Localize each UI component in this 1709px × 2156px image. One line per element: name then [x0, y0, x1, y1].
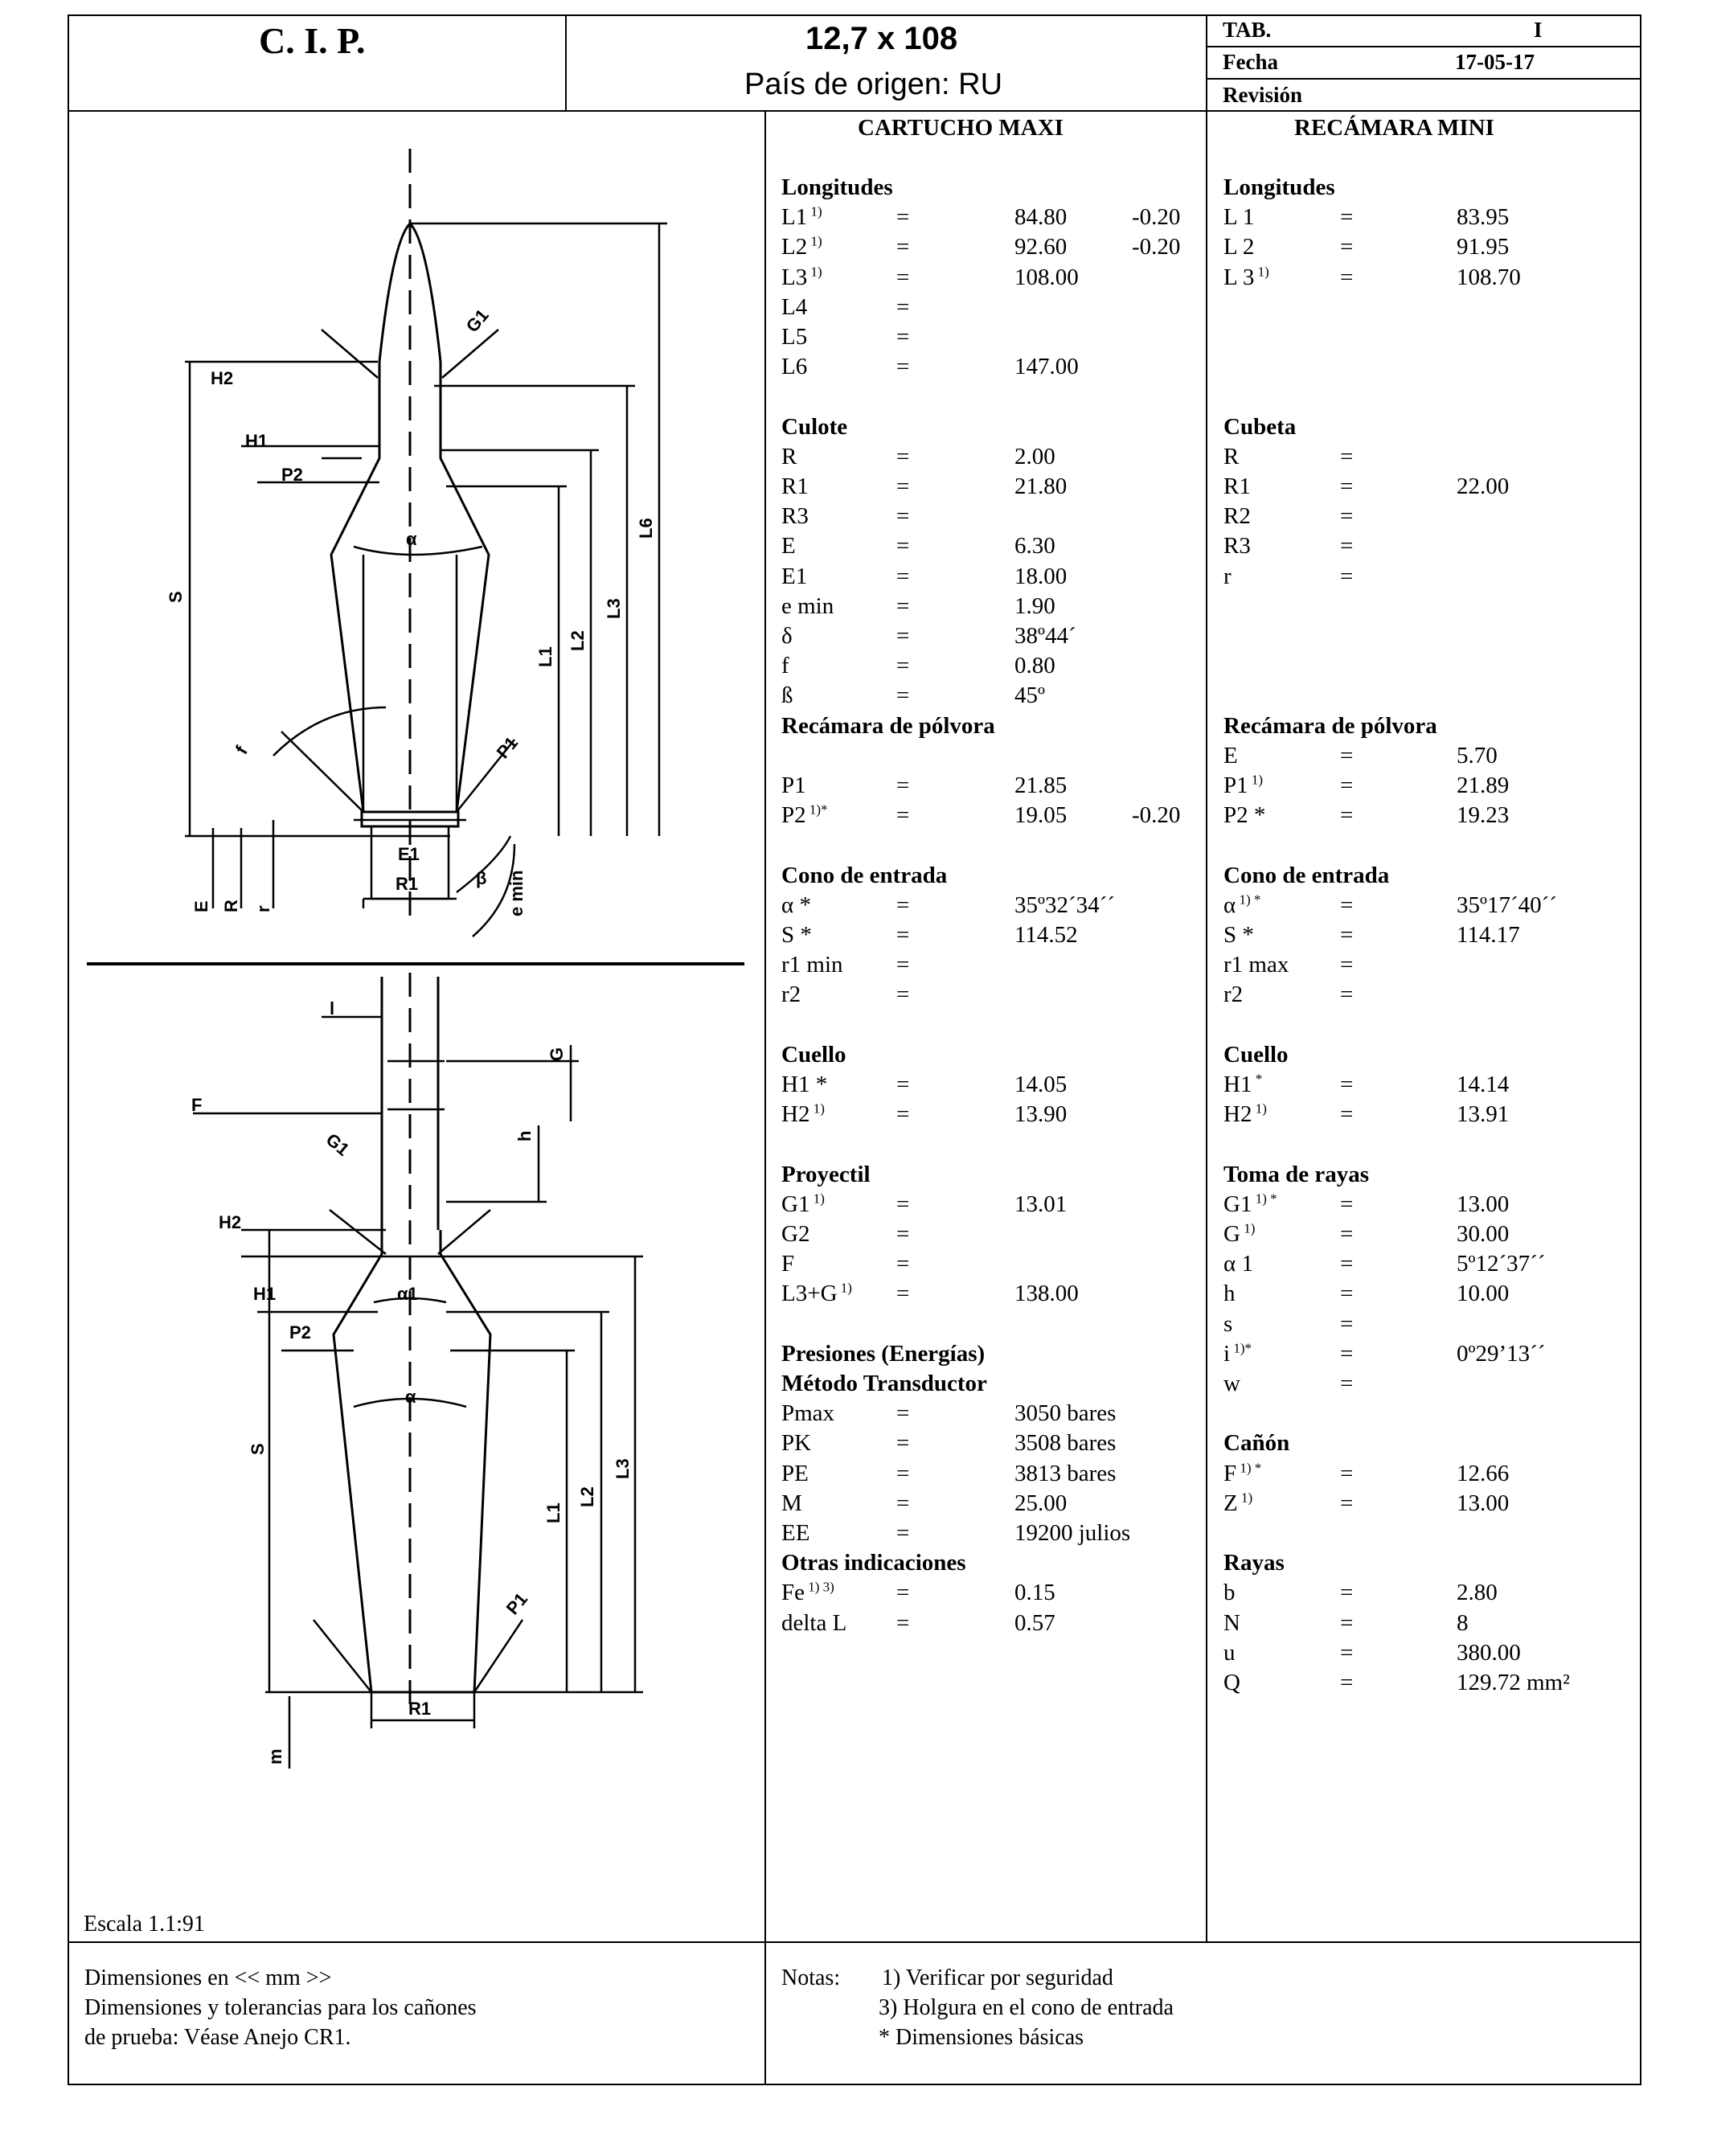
row-value: 13.01 [1014, 1191, 1068, 1217]
row-tolerance: -0.20 [1132, 802, 1181, 829]
cartucho-section-title: Cuello [781, 1041, 846, 1068]
row-value: 6.30 [1014, 533, 1055, 559]
label-alpha1-lower: α1 [397, 1284, 418, 1304]
row-equals: = [1340, 1101, 1354, 1128]
row-equals: = [896, 1490, 910, 1516]
row-label: f [781, 653, 789, 679]
row-value: 5º12´37´´ [1457, 1251, 1546, 1277]
row-equals: = [1340, 952, 1354, 978]
recamara-section-title: Toma de rayas [1223, 1161, 1369, 1187]
row-label: P1 $^{1)}$ [1223, 772, 1264, 798]
row-value: 147.00 [1014, 354, 1079, 380]
row-label: M [781, 1490, 802, 1516]
row-value: 83.95 [1457, 204, 1510, 231]
label-L2-lower: L2 [577, 1486, 597, 1507]
row-equals: = [896, 1072, 910, 1097]
row-equals: = [896, 1520, 910, 1546]
row-equals: = [896, 623, 910, 649]
org-title: C. I. P. [259, 20, 366, 61]
row-equals: = [896, 234, 910, 260]
row-value: 3050 bares [1014, 1400, 1117, 1427]
notes-label: Notas: [781, 1965, 841, 1990]
revision-label: Revisión [1223, 83, 1303, 107]
note-1: 1) Verificar por seguridad [882, 1965, 1113, 1990]
row-value: 14.14 [1457, 1072, 1510, 1097]
row-value: 10.00 [1457, 1281, 1510, 1307]
row-value: 0.15 [1014, 1580, 1055, 1606]
note-2: 3) Holgura en el cono de entrada [879, 1995, 1174, 2020]
row-equals: = [896, 1460, 910, 1486]
row-value: 19200 julios [1014, 1520, 1131, 1546]
row-label: delta L [781, 1609, 847, 1636]
label-P1-upper: P1 [492, 732, 523, 763]
row-equals: = [896, 1400, 910, 1427]
row-label: w [1223, 1371, 1240, 1396]
row-label: L6 [781, 354, 808, 380]
row-label: r2 [1223, 982, 1244, 1008]
cartucho-section-title: Longitudes [781, 174, 893, 200]
label-L1-upper: L1 [535, 646, 555, 667]
row-equals: = [1340, 1251, 1354, 1277]
recamara-section-title: Longitudes [1223, 174, 1335, 200]
outer-border-top [68, 14, 1641, 16]
row-label: L 2 [1223, 234, 1255, 260]
label-G1-lower: G1 [322, 1129, 354, 1160]
row-equals: = [896, 443, 910, 469]
tab-value: I [1534, 18, 1543, 42]
row-value: 3813 bares [1014, 1460, 1117, 1486]
row-value: 14.05 [1014, 1072, 1068, 1097]
label-r-upper: r [253, 905, 273, 912]
label-L3-upper: L3 [604, 598, 624, 619]
country-of-origin: País de origen: RU [744, 68, 1003, 101]
note-3: * Dimensiones básicas [879, 2025, 1084, 2050]
cartucho-section-title: Cono de entrada [781, 862, 948, 888]
row-equals: = [1340, 1670, 1354, 1695]
row-equals: = [896, 1580, 910, 1606]
row-value: 380.00 [1457, 1639, 1521, 1666]
row-label: h [1223, 1281, 1236, 1307]
row-label: L4 [781, 293, 808, 320]
row-value: 0º29’13´´ [1457, 1340, 1546, 1367]
scale-label: Escala 1.1:91 [84, 1912, 205, 1937]
row-equals: = [1340, 1340, 1354, 1367]
row-value: 21.89 [1457, 773, 1510, 798]
recamara-section-title: Cubeta [1223, 413, 1297, 440]
label-f-upper: f [231, 742, 252, 758]
row-equals: = [1340, 773, 1354, 798]
row-label: L 1 [1223, 204, 1255, 231]
row-label: u [1223, 1639, 1236, 1666]
row-label: R [781, 443, 797, 469]
row-equals: = [896, 1101, 910, 1128]
label-R-upper: R [221, 900, 241, 912]
row-value: 25.00 [1014, 1490, 1068, 1516]
label-S-lower: S [248, 1443, 268, 1455]
row-value: 138.00 [1014, 1281, 1079, 1307]
row-value: 5.70 [1457, 742, 1498, 769]
row-label: P2 * [1223, 802, 1266, 829]
row-equals: = [896, 682, 910, 709]
outer-border-left [68, 14, 69, 2085]
row-label: L5 [781, 324, 808, 350]
row-label: α $^{1) *}$ [1223, 892, 1261, 918]
label-beta-upper: β [476, 868, 487, 888]
row-equals: = [1340, 264, 1354, 290]
row-label: L3+G $^{1)}$ [781, 1280, 852, 1307]
row-value: 114.52 [1014, 922, 1078, 948]
label-L6-upper: L6 [636, 518, 656, 539]
cartucho-section-title: Presiones (Energías) [781, 1340, 986, 1367]
label-L2-upper: L2 [568, 630, 588, 651]
row-label: PE [781, 1460, 809, 1486]
row-equals: = [1340, 563, 1354, 589]
column-sep-left [764, 110, 766, 2085]
row-equals: = [1340, 1371, 1354, 1396]
row-equals: = [896, 473, 910, 499]
row-label: S * [1223, 922, 1254, 948]
row-equals: = [896, 204, 910, 231]
cartucho-section-subtitle: Método Transductor [781, 1371, 987, 1396]
row-equals: = [896, 1281, 910, 1307]
row-label: R [1223, 443, 1240, 469]
row-equals: = [1340, 1281, 1354, 1307]
row-equals: = [896, 1609, 910, 1636]
row-value: 35º32´34´´ [1014, 892, 1115, 918]
row-label: H1 * [781, 1072, 828, 1097]
recamara-section-title: Cuello [1223, 1041, 1289, 1068]
row-label: ß [781, 682, 793, 709]
row-label: G1 $^{1)}$ [781, 1191, 825, 1217]
row-label: R1 [781, 473, 809, 499]
label-F-lower: F [191, 1095, 203, 1115]
label-H2-lower: H2 [219, 1212, 242, 1232]
row-value: 45º [1014, 682, 1045, 709]
row-equals: = [1340, 1460, 1354, 1486]
label-H1-upper: H1 [245, 431, 268, 451]
row-label: G $^{1)}$ [1223, 1220, 1256, 1247]
row-label: L 3 $^{1)}$ [1223, 263, 1269, 290]
recamara-section-title: Recámara de pólvora [1223, 712, 1437, 739]
row-equals: = [1340, 533, 1354, 559]
row-label: E1 [781, 563, 808, 589]
row-equals: = [896, 952, 910, 978]
label-E-upper: E [191, 900, 211, 912]
row-equals: = [896, 982, 910, 1008]
row-equals: = [1340, 443, 1354, 469]
row-label: α 1 [1223, 1251, 1253, 1277]
row-equals: = [1340, 982, 1354, 1008]
row-label: b [1223, 1580, 1236, 1606]
row-value: 2.00 [1014, 443, 1055, 469]
row-label: s [1223, 1310, 1233, 1337]
row-value: 108.00 [1014, 264, 1079, 290]
row-equals: = [896, 293, 910, 320]
label-R1-lower: R1 [408, 1699, 432, 1719]
row-equals: = [1340, 892, 1354, 918]
outer-border-right [1640, 14, 1641, 2085]
label-E1-upper: E1 [398, 844, 420, 864]
row-value: 13.00 [1457, 1191, 1510, 1217]
row-value: 8 [1457, 1609, 1469, 1636]
row-value: 3508 bares [1014, 1430, 1117, 1457]
row-equals: = [1340, 1221, 1354, 1247]
row-value: 1.90 [1014, 592, 1055, 619]
row-label: R2 [1223, 503, 1251, 530]
row-value: 21.80 [1014, 473, 1068, 499]
label-alpha-upper: α [406, 529, 417, 549]
label-P1-lower: P1 [502, 1588, 532, 1619]
row-equals: = [896, 1430, 910, 1457]
row-label: r [1223, 563, 1232, 589]
header-divider [68, 110, 1641, 112]
row-value: 0.80 [1014, 653, 1055, 679]
row-value: 35º17´40´´ [1457, 892, 1557, 918]
row-equals: = [896, 592, 910, 619]
row-value: 12.66 [1457, 1460, 1510, 1486]
row-equals: = [896, 324, 910, 350]
row-value: 18.00 [1014, 563, 1068, 589]
row-value: 2.80 [1457, 1580, 1498, 1606]
label-h-lower: h [514, 1130, 535, 1142]
label-G-lower: G [547, 1047, 567, 1061]
row-equals: = [1340, 1639, 1354, 1666]
row-equals: = [896, 533, 910, 559]
row-label: Pmax [781, 1400, 835, 1427]
row-value: 21.85 [1014, 773, 1068, 798]
label-emin-upper: e min [506, 870, 527, 916]
footer-left-line-3: de prueba: Véase Anejo CR1. [84, 2025, 351, 2050]
row-equals: = [1340, 1580, 1354, 1606]
row-equals: = [1340, 1191, 1354, 1217]
row-label: δ [781, 623, 793, 649]
recamara-section-title: Rayas [1223, 1550, 1285, 1576]
label-S-upper: S [166, 591, 186, 603]
row-equals: = [1340, 802, 1354, 829]
label-l-lower: l [330, 998, 335, 1019]
row-label: H2 $^{1)}$ [781, 1101, 825, 1128]
footer-left-line-2: Dimensiones y tolerancias para los cañones [84, 1995, 477, 2020]
row-label: r2 [781, 982, 801, 1008]
label-L3-lower: L3 [613, 1458, 633, 1479]
row-label: R1 [1223, 473, 1251, 499]
row-label: P2 $^{1)*}$ [781, 801, 828, 829]
label-P2-lower: P2 [289, 1322, 311, 1342]
label-P2-upper: P2 [281, 465, 303, 485]
row-value: 19.05 [1014, 802, 1068, 829]
header-sep-2 [1206, 14, 1207, 111]
row-label: H2 $^{1)}$ [1223, 1101, 1267, 1128]
row-label: L1 $^{1)}$ [781, 203, 822, 231]
row-equals: = [896, 1191, 910, 1217]
cartucho-section-title: Culote [781, 413, 848, 440]
row-equals: = [896, 264, 910, 290]
row-label: Q [1223, 1670, 1240, 1695]
row-label: Z $^{1)}$ [1223, 1490, 1253, 1516]
row-equals: = [896, 922, 910, 948]
row-tolerance: -0.20 [1132, 204, 1181, 231]
row-value: 30.00 [1457, 1221, 1510, 1247]
cartucho-section-title: Recámara de pólvora [781, 712, 995, 739]
row-label: L2 $^{1)}$ [781, 233, 822, 260]
row-label: L3 $^{1)}$ [781, 263, 822, 290]
row-equals: = [1340, 1310, 1354, 1337]
row-equals: = [1340, 1609, 1354, 1636]
row-label: F $^{1) *}$ [1223, 1459, 1262, 1486]
row-label: e min [781, 592, 834, 619]
row-value: 84.80 [1014, 204, 1068, 231]
row-value: 22.00 [1457, 473, 1510, 499]
row-equals: = [896, 773, 910, 798]
caliber-title: 12,7 x 108 [805, 21, 958, 56]
cartucho-header: CARTUCHO MAXI [858, 115, 1064, 141]
tab-label: TAB. [1223, 18, 1272, 42]
row-label: α * [781, 892, 811, 918]
row-label: R3 [781, 503, 809, 530]
row-label: R3 [1223, 533, 1251, 559]
row-label: N [1223, 1609, 1240, 1636]
row-equals: = [896, 563, 910, 589]
fecha-label: Fecha [1223, 50, 1278, 74]
label-H2-upper: H2 [211, 368, 234, 388]
cartucho-section-title: Proyectil [781, 1161, 871, 1187]
column-sep-right [1206, 110, 1207, 1943]
recamara-section-title: Cañón [1223, 1430, 1290, 1457]
footer-left-line-1: Dimensiones en << mm >> [84, 1965, 332, 1990]
outer-border-bottom [68, 2084, 1641, 2085]
row-tolerance: -0.20 [1132, 234, 1181, 260]
row-equals: = [896, 1221, 910, 1247]
row-equals: = [1340, 1490, 1354, 1516]
label-alpha-lower: α [405, 1387, 416, 1407]
row-equals: = [1340, 503, 1354, 530]
row-label: E [1223, 742, 1238, 769]
row-value: 0.57 [1014, 1609, 1055, 1636]
footer-divider [68, 1941, 1641, 1943]
recamara-section-title: Cono de entrada [1223, 862, 1390, 888]
row-equals: = [896, 503, 910, 530]
row-label: E [781, 533, 796, 559]
row-value: 13.90 [1014, 1101, 1068, 1128]
label-m-lower: m [265, 1748, 285, 1765]
row-equals: = [1340, 922, 1354, 948]
label-R1-upper: R1 [395, 874, 419, 894]
row-label: G2 [781, 1221, 810, 1247]
row-label: EE [781, 1520, 810, 1546]
row-equals: = [896, 802, 910, 829]
row-value: 38º44´ [1014, 623, 1076, 649]
row-label: S * [781, 922, 812, 948]
row-equals: = [1340, 204, 1354, 231]
row-label: P1 [781, 773, 806, 798]
row-equals: = [896, 1251, 910, 1277]
row-label: r1 min [781, 952, 843, 978]
row-label: G1 $^{1) *}$ [1223, 1191, 1277, 1217]
row-label: Fe $^{1) 3)}$ [781, 1579, 834, 1606]
row-label: i $^{1)*}$ [1223, 1340, 1252, 1367]
row-value: 91.95 [1457, 234, 1510, 260]
header-sep-1 [565, 14, 567, 111]
row-equals: = [1340, 1072, 1354, 1097]
row-label: r1 max [1223, 952, 1289, 978]
fecha-value: 17-05-17 [1455, 50, 1535, 74]
row-label: PK [781, 1430, 812, 1457]
row-value: 13.00 [1457, 1490, 1510, 1516]
label-G1-upper: G1 [461, 305, 493, 337]
row-value: 129.72 mm² [1457, 1670, 1570, 1695]
tab-row-line-1 [1206, 46, 1641, 47]
row-value: 92.60 [1014, 234, 1068, 260]
row-value: 19.23 [1457, 802, 1510, 829]
cartucho-section-title: Otras indicaciones [781, 1550, 966, 1576]
row-value: 114.17 [1457, 922, 1520, 948]
label-L1-lower: L1 [543, 1502, 564, 1523]
row-equals: = [1340, 742, 1354, 769]
row-value: 108.70 [1457, 264, 1521, 290]
row-label: H1 * [1223, 1071, 1263, 1097]
row-equals: = [1340, 473, 1354, 499]
row-value: 13.91 [1457, 1101, 1510, 1128]
label-H1-lower: H1 [253, 1284, 277, 1304]
recamara-header: RECÁMARA MINI [1294, 115, 1494, 141]
row-equals: = [896, 653, 910, 679]
tab-row-line-2 [1206, 78, 1641, 80]
row-equals: = [896, 892, 910, 918]
drawing-separator [87, 962, 744, 965]
row-label: F [781, 1251, 795, 1277]
row-equals: = [896, 354, 910, 380]
row-equals: = [1340, 234, 1354, 260]
